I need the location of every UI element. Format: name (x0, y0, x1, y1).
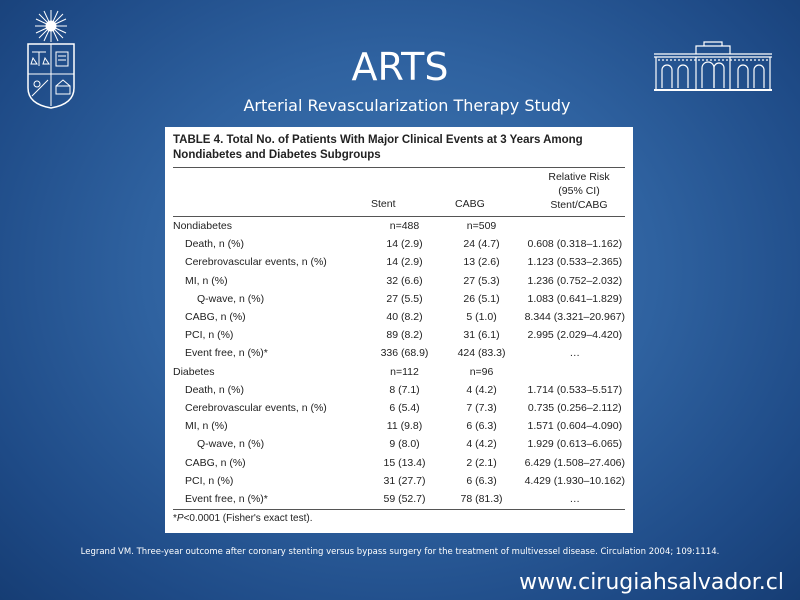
cell-rr: … (569, 347, 581, 360)
cell-cabg: 27 (5.3) (463, 274, 500, 287)
cell-cabg: 26 (5.1) (463, 292, 500, 305)
cell-rr (525, 217, 625, 235)
table-header (173, 168, 625, 214)
cell-cabg: 6 (6.3) (466, 474, 497, 487)
table-body (173, 217, 625, 508)
table-row (173, 290, 625, 308)
table-row (173, 217, 625, 235)
cell-rr: 4.429 (1.930–10.162) (524, 474, 625, 487)
cell-cabg: 78 (81.3) (460, 492, 503, 505)
cell-cabg: 4 (4.2) (466, 438, 497, 451)
cell-rr: 1.929 (0.613–6.065) (527, 438, 623, 451)
cell-stent: 31 (27.7) (383, 474, 426, 487)
table-row (173, 344, 625, 362)
cell-label: Q-wave, n (%) (197, 292, 265, 305)
table-row (173, 472, 625, 490)
table-row (173, 253, 625, 271)
cell-stent: 40 (8.2) (386, 311, 423, 324)
cell-label: Event free, n (%)* (185, 347, 268, 360)
cell-cabg: 24 (4.7) (463, 238, 500, 251)
clinical-events-table (165, 127, 633, 533)
cell-rr: 1.571 (0.604–4.090) (527, 420, 623, 433)
cell-cabg: 7 (7.3) (466, 401, 497, 414)
cell-cabg: 31 (6.1) (463, 329, 500, 342)
cell-cabg: 13 (2.6) (463, 256, 500, 269)
cell-rr: 0.608 (0.318–1.162) (527, 238, 623, 251)
cell-rr: … (569, 492, 581, 505)
cell-stent: 9 (8.0) (389, 438, 420, 451)
header-rr-line1: Relative Risk (548, 171, 610, 183)
cell-label: Death, n (%) (185, 383, 244, 396)
cell-stent: 8 (7.1) (389, 383, 420, 396)
cell-rr: 2.995 (2.029–4.420) (527, 329, 623, 342)
cell-stent: 27 (5.5) (386, 292, 423, 305)
slide-title: ARTS (351, 45, 449, 89)
header-relative-risk (525, 170, 633, 212)
cell-stent: 14 (2.9) (386, 238, 423, 251)
table-row (173, 417, 625, 435)
cell-cabg: 4 (4.2) (466, 383, 497, 396)
cell-rr: 1.123 (0.533–2.365) (527, 256, 623, 269)
cell-stent: 14 (2.9) (386, 256, 423, 269)
table-row (173, 326, 625, 344)
table-bottom-rule (173, 509, 625, 510)
cell-cabg: 5 (1.0) (466, 311, 497, 324)
cell-rr: 1.714 (0.533–5.517) (527, 383, 623, 396)
citation: Legrand VM. Three-year outcome after coronary stenting versus bypass surgery for the treatment of multivessel disease. Circulation 2004; 109:1114. (80, 547, 720, 557)
cell-label: PCI, n (%) (185, 474, 234, 487)
cell-cabg: 2 (2.1) (466, 456, 497, 469)
header-rr-line2: (95% CI) (558, 185, 600, 197)
cell-stent: 15 (13.4) (383, 456, 426, 469)
cell-rr: 1.236 (0.752–2.032) (527, 274, 623, 287)
cell-rr: 8.344 (3.321–20.967) (524, 311, 625, 324)
cell-label: MI, n (%) (185, 420, 228, 433)
table-row (173, 272, 625, 290)
table-row (173, 363, 625, 381)
cell-label: Event free, n (%)* (185, 492, 268, 505)
cell-stent: n=488 (389, 220, 420, 233)
cell-stent: 89 (8.2) (386, 329, 423, 342)
slide-subtitle: Arterial Revascularization Therapy Study (243, 96, 571, 115)
cell-rr: 6.429 (1.508–27.406) (524, 456, 625, 469)
cell-stent: 32 (6.6) (386, 274, 423, 287)
table-footnote: *P<0.0001 (Fisher's exact test). (173, 513, 313, 524)
website-url: www.cirugiahsalvador.cl (519, 570, 784, 595)
cell-cabg: 424 (83.3) (457, 347, 506, 360)
table-row (173, 308, 625, 326)
cell-stent: 59 (52.7) (383, 492, 426, 505)
table-caption: TABLE 4. Total No. of Patients With Major Clinical Events at 3 Years Among Nondiabetes and Diabetes Subgroups (173, 134, 583, 161)
cell-label: Cerebrovascular events, n (%) (185, 401, 327, 414)
header-cabg: CABG (455, 198, 485, 210)
table-row (173, 490, 625, 508)
cell-label: Cerebrovascular events, n (%) (185, 256, 327, 269)
header-rr-line3: Stent/CABG (550, 199, 608, 211)
cell-stent: 336 (68.9) (380, 347, 429, 360)
header-stent: Stent (371, 198, 396, 210)
cell-cabg: 6 (6.3) (466, 420, 497, 433)
cell-rr: 0.735 (0.256–2.112) (527, 401, 622, 414)
cell-label: PCI, n (%) (185, 329, 234, 342)
table-row (173, 381, 625, 399)
cell-label: Nondiabetes (173, 220, 232, 233)
cell-stent: 11 (9.8) (386, 420, 423, 433)
table-row (173, 399, 625, 417)
cell-stent: n=112 (390, 365, 419, 378)
table-row (173, 453, 625, 471)
cell-cabg: n=96 (469, 365, 494, 378)
cell-label: MI, n (%) (185, 274, 228, 287)
cell-label: CABG, n (%) (185, 456, 246, 469)
cell-cabg: n=509 (466, 220, 497, 233)
cell-label: Diabetes (173, 365, 215, 378)
cell-stent: 6 (5.4) (389, 401, 420, 414)
cell-rr (525, 363, 625, 381)
cell-label: Death, n (%) (185, 238, 244, 251)
table-row (173, 235, 625, 253)
cell-rr: 1.083 (0.641–1.829) (527, 292, 623, 305)
table-row (173, 435, 625, 453)
cell-label: Q-wave, n (%) (197, 438, 265, 451)
cell-label: CABG, n (%) (185, 311, 246, 324)
